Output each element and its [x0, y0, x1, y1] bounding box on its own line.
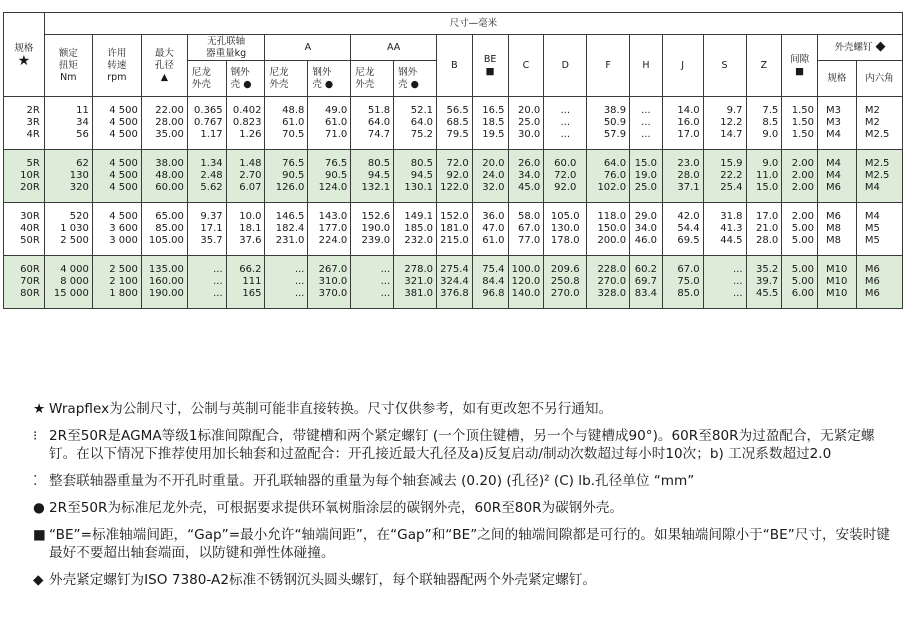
cell-b: 56.5 68.5 79.5 — [437, 97, 473, 150]
header-aa-nylon: 尼龙 外壳 — [351, 61, 394, 97]
cell-hex: M2 M2 M2.5 — [856, 97, 902, 150]
cell-w-steel: 1.48 2.70 6.07 — [226, 150, 265, 203]
footnote-symbol-icon: ⁚ — [33, 473, 38, 489]
cell-hex: M2.5 M2.5 M4 — [856, 150, 902, 203]
table-row — [4, 203, 903, 256]
dimension-table — [3, 12, 903, 309]
cell-size: 5R 10R 20R — [4, 150, 45, 203]
header-size: 规格 ★ — [4, 13, 45, 97]
cell-w-steel: 10.0 18.1 37.6 — [226, 203, 265, 256]
cell-hex: M6 M6 M6 — [856, 256, 902, 309]
cell-speed: 2 500 2 100 1 800 — [92, 256, 141, 309]
cell-d: 60.0 72.0 92.0 — [544, 150, 587, 203]
header-max-bore: 最大 孔径 ▲ — [141, 35, 187, 97]
header-z: Z — [746, 35, 782, 97]
cell-s: 31.8 41.3 44.5 — [703, 203, 746, 256]
header-a-nylon: 尼龙 外壳 — [265, 61, 308, 97]
cell-size: 30R 40R 50R — [4, 203, 45, 256]
cell-b: 275.4 324.4 376.8 — [437, 256, 473, 309]
cell-gap: 5.00 5.00 6.00 — [782, 256, 818, 309]
cell-aa-steel: 52.1 64.0 75.2 — [394, 97, 437, 150]
footnote — [33, 400, 893, 418]
square-icon: ■ — [485, 65, 495, 77]
footnote — [33, 499, 893, 517]
table-row — [4, 97, 903, 150]
header-s: S — [703, 35, 746, 97]
cell-f: 38.9 50.9 57.9 — [587, 97, 630, 150]
cell-bore: 22.00 28.00 35.00 — [141, 97, 187, 150]
header-screw-hex: 内六角 — [856, 61, 902, 97]
cell-aa-steel: 149.1 185.0 232.0 — [394, 203, 437, 256]
header-a: A — [265, 35, 351, 61]
cell-h: 15.0 19.0 25.0 — [630, 150, 663, 203]
footnote — [33, 571, 893, 589]
footnote-symbol-icon: ⁝ — [33, 428, 38, 444]
cell-spec: M6 M8 M8 — [818, 203, 857, 256]
cell-be: 16.5 18.5 19.5 — [472, 97, 508, 150]
footnote-text: 2R至50R为标准尼龙外壳，可根据要求提供环氧树脂涂层的碳钢外壳，60R至80R为碳钢外壳。 — [49, 500, 624, 516]
header-be: BE ■ — [472, 35, 508, 97]
cell-d: 209.6 250.8 270.0 — [544, 256, 587, 309]
cell-torque: 62 130 320 — [44, 150, 92, 203]
header-b: B — [437, 35, 473, 97]
cell-be: 20.0 24.0 32.0 — [472, 150, 508, 203]
cell-bore: 135.00 160.00 190.00 — [141, 256, 187, 309]
cell-d: 105.0 130.0 178.0 — [544, 203, 587, 256]
cell-h: 60.2 69.7 83.4 — [630, 256, 663, 309]
header-weight-nylon: 尼龙 外壳 — [187, 61, 226, 97]
cell-torque: 11 34 56 — [44, 97, 92, 150]
header-weight-steel: 钢外 壳 ● — [226, 61, 265, 97]
cell-a-steel: 49.0 61.0 71.0 — [308, 97, 351, 150]
header-torque: 额定 扭矩 Nm — [44, 35, 92, 97]
star-icon: ★ — [17, 52, 31, 69]
cell-z: 35.2 39.7 45.5 — [746, 256, 782, 309]
cell-w-steel: 66.2 111 165 — [226, 256, 265, 309]
footnote-symbol-icon: ● — [33, 500, 45, 516]
cell-c: 26.0 34.0 45.0 — [508, 150, 544, 203]
cell-gap: 1.50 1.50 1.50 — [782, 97, 818, 150]
cell-j: 14.0 16.0 17.0 — [662, 97, 703, 150]
header-weight: 无孔联轴 器重量kg — [187, 35, 265, 61]
cell-a-nylon: 48.8 61.0 70.5 — [265, 97, 308, 150]
cell-s: ... ... ... — [703, 256, 746, 309]
cell-d: ... ... ... — [544, 97, 587, 150]
cell-aa-nylon: ... ... ... — [351, 256, 394, 309]
notes-section — [33, 400, 893, 598]
cell-c: 20.0 25.0 30.0 — [508, 97, 544, 150]
header-aa-steel: 钢外 壳 ● — [394, 61, 437, 97]
cell-z: 7.5 8.5 9.0 — [746, 97, 782, 150]
header-aa: AA — [351, 35, 437, 61]
footnote — [33, 472, 893, 490]
cell-w-nylon: 9.37 17.1 35.7 — [187, 203, 226, 256]
cell-f: 64.0 76.0 102.0 — [587, 150, 630, 203]
cell-aa-nylon: 152.6 190.0 239.0 — [351, 203, 394, 256]
cell-gap: 2.00 5.00 5.00 — [782, 203, 818, 256]
cell-a-nylon: 146.5 182.4 231.0 — [265, 203, 308, 256]
cell-speed: 4 500 3 600 3 000 — [92, 203, 141, 256]
cell-gap: 2.00 2.00 2.00 — [782, 150, 818, 203]
cell-c: 58.0 67.0 77.0 — [508, 203, 544, 256]
table-row — [4, 150, 903, 203]
cell-speed: 4 500 4 500 4 500 — [92, 97, 141, 150]
footnote-text: Wrapflex为公制尺寸，公制与英制可能非直接转换。尺寸仅供参考，如有更改恕不另行通知。 — [49, 401, 613, 417]
cell-a-steel: 267.0 310.0 370.0 — [308, 256, 351, 309]
cell-b: 152.0 181.0 215.0 — [437, 203, 473, 256]
cell-aa-nylon: 51.8 64.0 74.7 — [351, 97, 394, 150]
square-icon: ■ — [795, 65, 805, 77]
footnote-text: 整套联轴器重量为不开孔时重量。开孔联轴器的重量为每个轴套减去 (0.20) (孔径)² (C) lb.孔径单位 “mm” — [49, 473, 695, 489]
header-c: C — [508, 35, 544, 97]
cell-w-steel: 0.402 0.823 1.26 — [226, 97, 265, 150]
cell-s: 9.7 12.2 14.7 — [703, 97, 746, 150]
cell-j: 42.0 54.4 69.5 — [662, 203, 703, 256]
header-d: D — [544, 35, 587, 97]
cell-be: 75.4 84.4 96.8 — [472, 256, 508, 309]
diamond-icon: ◆ — [875, 39, 886, 54]
cell-a-nylon: 76.5 90.5 126.0 — [265, 150, 308, 203]
cell-hex: M4 M5 M5 — [856, 203, 902, 256]
footnote — [33, 427, 893, 463]
cell-spec: M4 M4 M6 — [818, 150, 857, 203]
footnote-symbol-icon: ■ — [33, 527, 46, 543]
header-a-steel: 钢外 壳 ● — [308, 61, 351, 97]
cell-b: 72.0 92.0 122.0 — [437, 150, 473, 203]
footnote-text: 2R至50R是AGMA等级1标准间隙配合，带键槽和两个紧定螺钉 (一个顶住键槽，另一个与键槽成90°)。60R至80R为过盈配合，无紧定螺钉。在以下情况下推荐使用加长轴套和过盈配合：开孔接近最大孔径及a)反复启动/制动次数超过每小时10次；b) 工况系数超过2.0 — [49, 428, 875, 462]
header-speed: 许用 转速 rpm — [92, 35, 141, 97]
footnote-text: 外壳紧定螺钉为ISO 7380-A2标准不锈钢沉头圆头螺钉，每个联轴器配两个外壳紧定螺钉。 — [49, 572, 596, 588]
cell-h: 29.0 34.0 46.0 — [630, 203, 663, 256]
triangle-icon: ▲ — [160, 71, 169, 83]
cell-z: 9.0 11.0 15.0 — [746, 150, 782, 203]
cell-s: 15.9 22.2 25.4 — [703, 150, 746, 203]
footnote-text: “BE”=标准轴端间距，“Gap”=最小允许“轴端间距”，在“Gap”和“BE”之间的轴端间隙都是可行的。如果轴端间隙小于“BE”尺寸，安装时键最好不要超出轴套端面，以防键和弹性体碰撞。 — [49, 527, 890, 561]
cell-bore: 65.00 85.00 105.00 — [141, 203, 187, 256]
footnote-symbol-icon: ◆ — [33, 572, 44, 588]
header-f: F — [587, 35, 630, 97]
cell-speed: 4 500 4 500 4 500 — [92, 150, 141, 203]
cell-spec: M3 M3 M4 — [818, 97, 857, 150]
cell-aa-steel: 278.0 321.0 381.0 — [394, 256, 437, 309]
cell-w-nylon: ... ... ... — [187, 256, 226, 309]
cell-j: 67.0 75.0 85.0 — [662, 256, 703, 309]
cell-h: ... ... ... — [630, 97, 663, 150]
header-j: J — [662, 35, 703, 97]
cell-size: 2R 3R 4R — [4, 97, 45, 150]
cell-a-steel: 76.5 90.5 124.0 — [308, 150, 351, 203]
footnote-symbol-icon: ★ — [33, 401, 46, 417]
table-row — [4, 256, 903, 309]
cell-bore: 38.00 48.00 60.00 — [141, 150, 187, 203]
cell-f: 228.0 270.0 328.0 — [587, 256, 630, 309]
cell-w-nylon: 1.34 2.48 5.62 — [187, 150, 226, 203]
cell-a-steel: 143.0 177.0 224.0 — [308, 203, 351, 256]
header-h: H — [630, 35, 663, 97]
footnote — [33, 526, 893, 562]
header-gap: 间隙 ■ — [782, 35, 818, 97]
cell-aa-steel: 80.5 94.5 130.1 — [394, 150, 437, 203]
cell-j: 23.0 28.0 37.1 — [662, 150, 703, 203]
cell-c: 100.0 120.0 140.0 — [508, 256, 544, 309]
cell-aa-nylon: 80.5 94.5 132.1 — [351, 150, 394, 203]
cell-w-nylon: 0.365 0.767 1.17 — [187, 97, 226, 150]
header-dimensions-group: 尺寸—毫米 — [44, 13, 902, 35]
cell-f: 118.0 150.0 200.0 — [587, 203, 630, 256]
cell-z: 17.0 21.0 28.0 — [746, 203, 782, 256]
cell-spec: M10 M10 M10 — [818, 256, 857, 309]
cell-torque: 520 1 030 2 500 — [44, 203, 92, 256]
cell-size: 60R 70R 80R — [4, 256, 45, 309]
header-screw: 外壳螺钉 ◆ — [818, 35, 903, 61]
cell-be: 36.0 47.0 61.0 — [472, 203, 508, 256]
header-screw-spec: 规格 — [818, 61, 857, 97]
cell-torque: 4 000 8 000 15 000 — [44, 256, 92, 309]
cell-a-nylon: ... ... ... — [265, 256, 308, 309]
